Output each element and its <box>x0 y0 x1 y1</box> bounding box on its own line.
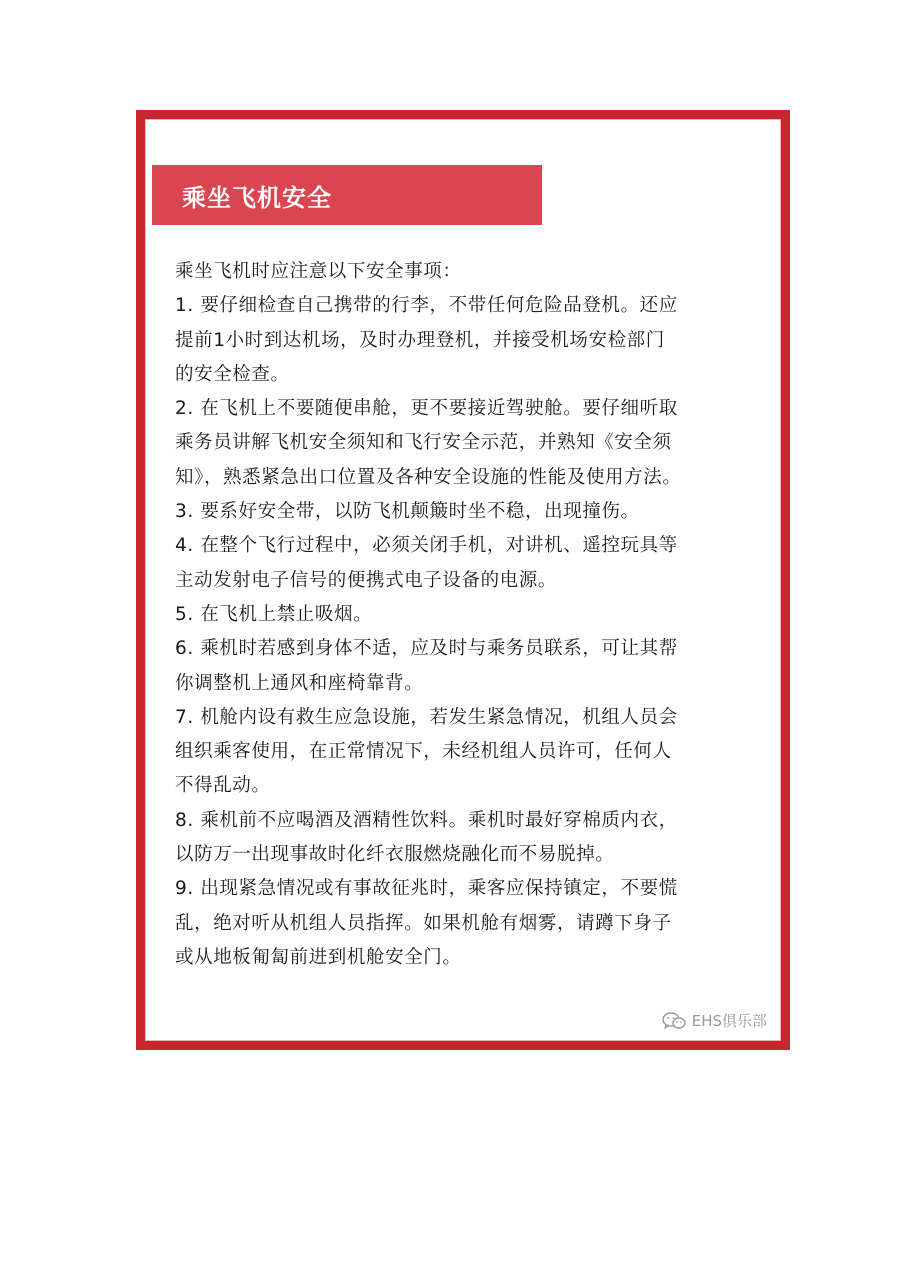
list-item: 8. 乘机前不应喝酒及酒精性饮料。乘机时最好穿棉质内衣， 以防万一出现事故时化纤衣服燃烧融化而不易脱掉。 <box>175 809 678 866</box>
list-item: 4. 在整个飞行过程中，必须关闭手机，对讲机、遥控玩具等 主动发射电子信号的便携式电子设备的电源。 <box>175 535 678 591</box>
list-item: 1. 要仔细检查自己携带的行李，不带任何危险品登机。还应 提前1小时到达机场，及时办理登机，并接受机场安检部门 的安全检查。 <box>175 295 678 385</box>
watermark <box>662 1010 767 1031</box>
safety-card <box>136 110 790 1050</box>
watermark-label: EHS俱乐部 <box>691 1012 767 1030</box>
list-item: 6. 乘机时若感到身体不适，应及时与乘务员联系，可让其帮 你调整机上通风和座椅靠背。 <box>175 638 678 694</box>
intro-text: 乘坐飞机时应注意以下安全事项： <box>175 261 462 282</box>
list-item: 2. 在飞机上不要随便串舱，更不要接近驾驶舱。要仔细听取 乘务员讲解飞机安全须知和飞行安全示范，并熟知《安全须 知》，熟悉紧急出口位置及各种安全设施的性能及使用方法。 <box>175 398 682 488</box>
wechat-icon <box>662 1012 686 1030</box>
list-item: 5. 在飞机上禁止吸烟。 <box>175 603 373 625</box>
list-item: 9. 出现紧急情况或有事故征兆时，乘客应保持镇定，不要慌 乱，绝对听从机组人员指挥。如果机舱有烟雾，请蹲下身子 或从地板匍匐前进到机舱安全门。 <box>175 878 678 968</box>
list-item: 7. 机舱内设有救生应急设施，若发生紧急情况，机组人员会 组织乘客使用，在正常情况下，未经机组人员许可，任何人 不得乱动。 <box>175 706 678 797</box>
title-banner <box>152 165 542 225</box>
content-body <box>175 255 765 975</box>
page-title: 乘坐飞机安全 <box>182 183 332 212</box>
list-item: 3. 要系好安全带，以防飞机颠簸时坐不稳，出现撞伤。 <box>175 501 640 523</box>
